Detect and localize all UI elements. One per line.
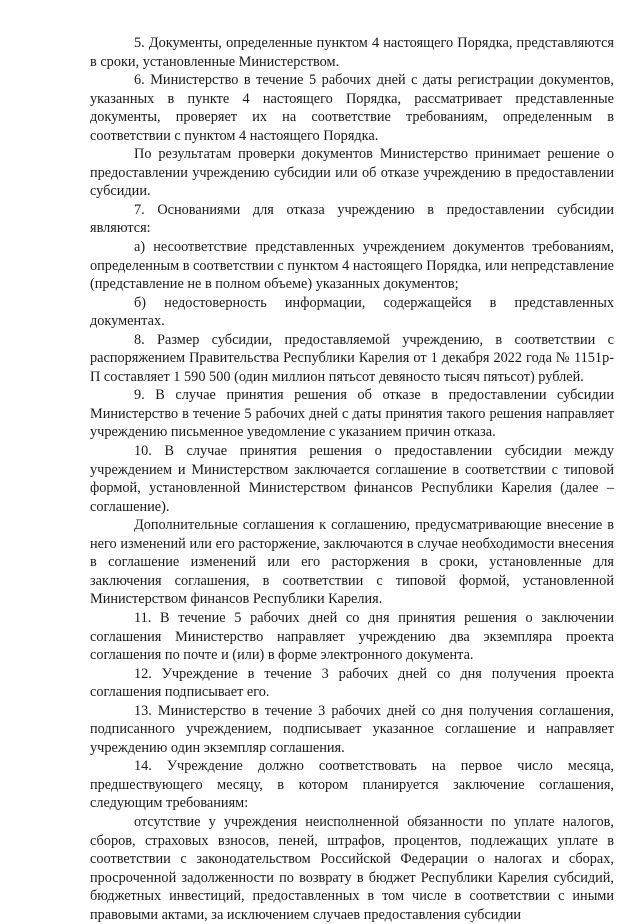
paragraph-item-6-result: По результатам проверки документов Министерство принимает решение о предоставлении учреждению субсидии или об отказе учреждению в предоставлении субсидии. <box>90 146 614 200</box>
paragraph-item-9: 9. В случае принятия решения об отказе в предоставлении субсидии Министерство в течение 5 рабочих дней с даты принятия такого решения направляет учреждению письменное уведомление с указанием причин отказа. <box>90 387 614 441</box>
paragraph-item-7b: б) недостоверность информации, содержащейся в представленных документах. <box>90 294 614 330</box>
paragraph-item-7: 7. Основаниями для отказа учреждению в предоставлении субсидии являются: <box>90 201 614 237</box>
paragraph-item-14-requirement: отсутствие у учреждения неисполненной обязанности по уплате налогов, сборов, страховых взносов, пеней, штрафов, процентов, подлежащих уплате в соответствии с законодательством Российской Федерации о налогах и сборах, просроченной задолженности по возврату в бюджет Республики Карелия субсидий, бюджетных инвестиций, предоставленных в том числе в соответствии с иными правовыми актами, за исключением случаев предоставления субсидии <box>90 813 614 923</box>
paragraph-item-13: 13. Министерство в течение 3 рабочих дней со дня получения соглашения, подписанного учреждением, подписывает указанное соглашение и направляет учреждению один экземпляр соглашения. <box>90 702 614 756</box>
paragraph-item-12: 12. Учреждение в течение 3 рабочих дней со дня получения проекта соглашения подписывает его. <box>90 665 614 701</box>
paragraph-item-11: 11. В течение 5 рабочих дней со дня принятия решения о заключении соглашения Министерство направляет учреждению два экземпляра проекта соглашения по почте и (или) в форме электронного документа. <box>90 609 614 664</box>
document-body <box>90 34 614 924</box>
paragraph-item-10: 10. В случае принятия решения о предоставлении субсидии между учреждением и Министерством заключается соглашение в соответствии с типовой формой, установленной Министерством финансов Республики Карелия (далее – соглашение). <box>90 443 614 515</box>
paragraph-item-5: 5. Документы, определенные пунктом 4 настоящего Порядка, представляются в сроки, установленные Министерством. <box>90 35 614 70</box>
paragraph-item-14: 14. Учреждение должно соответствовать на первое число месяца, предшествующего месяцу, в котором планируется заключение соглашения, следующим требованиям: <box>90 758 614 812</box>
paragraph-item-7a: а) несоответствие представленных учреждением документов требованиям, определенным в соответствии с пунктом 4 настоящего Порядка, или непредставление (представление не в полном объеме) указанных документов; <box>90 239 614 293</box>
paragraph-item-10-additional: Дополнительные соглашения к соглашению, предусматривающие внесение в него изменений или его расторжение, заключаются в случае необходимости внесения в соглашение изменений или его расторжения в сроки, установленные для заключения соглашения, в соответствии с типовой формой, установленной Министерством финансов Республики Карелия. <box>90 517 614 608</box>
paragraph-item-8: 8. Размер субсидии, предоставляемой учреждению, в соответствии с распоряжением Правительства Республики Карелия от 1 декабря 2022 года № 1151р-П составляет 1 590 500 (один миллион пятьсот девяносто тысяч пятьсот) рублей. <box>90 331 614 385</box>
paragraph-item-6: 6. Министерство в течение 5 рабочих дней с даты регистрации документов, указанных в пункте 4 настоящего Порядка, рассматривает представленные документы, проверяет их на соответствие требованиям, определенным в соответствии с пунктом 4 настоящего Порядка. <box>90 72 614 144</box>
